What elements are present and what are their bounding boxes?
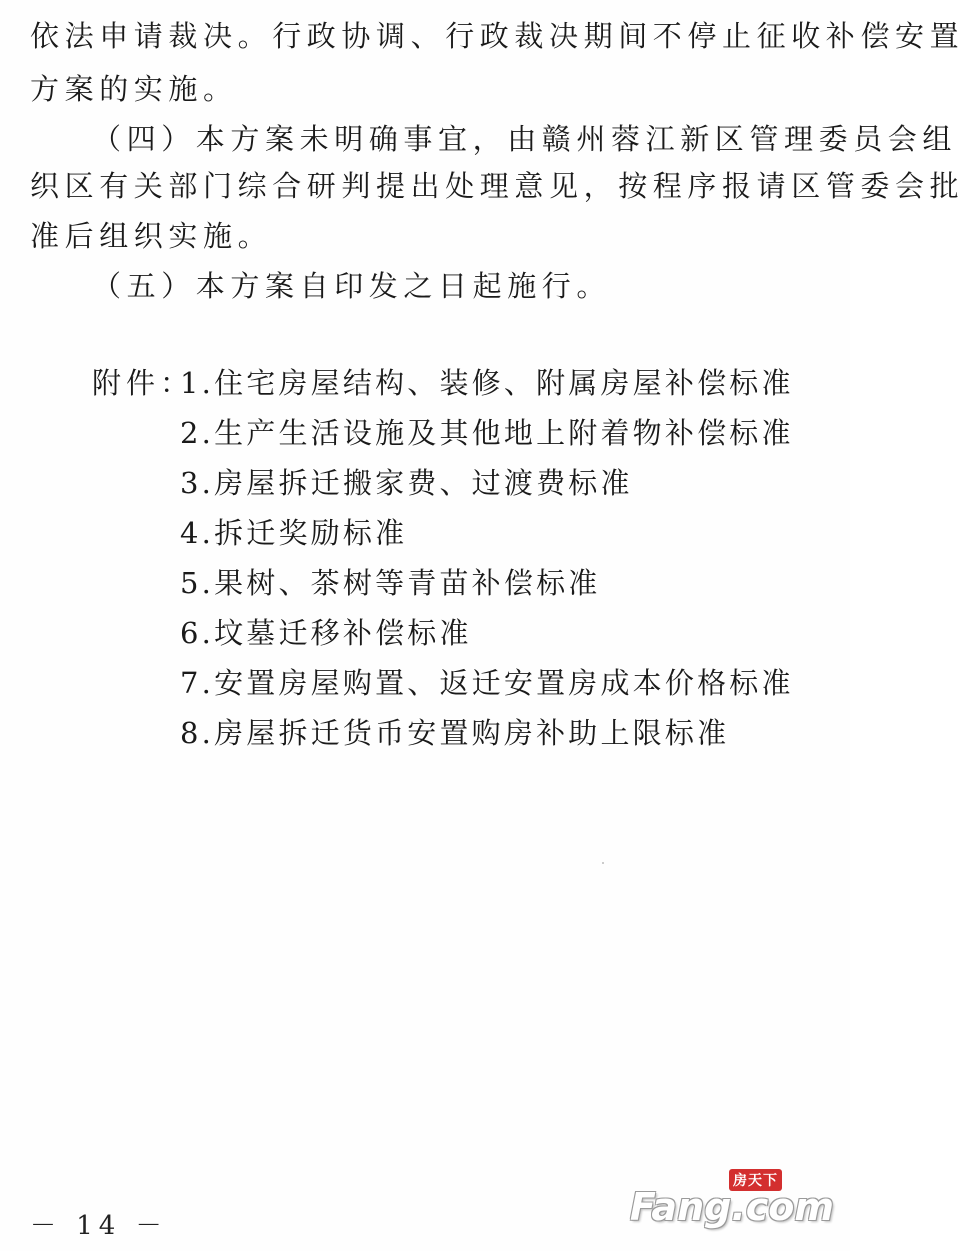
paragraph-line: 准后组织实施。 xyxy=(30,219,273,253)
page-number: － 14 － xyxy=(30,1211,168,1241)
attachment-item: 7.安置房屋购置、返迁安置房成本价格标准 xyxy=(180,666,794,700)
attachment-item: 8.房屋拆迁货币安置购房补助上限标准 xyxy=(180,716,730,750)
attachment-item: 3.房屋拆迁搬家费、过渡费标准 xyxy=(180,466,633,500)
attachment-item: 6.坟墓迁移补偿标准 xyxy=(180,616,472,650)
paragraph-line: 方案的实施。 xyxy=(30,72,238,106)
scan-speck xyxy=(602,862,604,864)
fang-watermark-logo xyxy=(629,1169,834,1237)
attachments-label: 附件： xyxy=(92,366,195,400)
clause-four-line: （四）本方案未明确事宜，由赣州蓉江新区管理委员会组 xyxy=(92,122,958,156)
attachment-item: 5.果树、茶树等青苗补偿标准 xyxy=(180,566,601,600)
attachment-item: 2.生产生活设施及其他地上附着物补偿标准 xyxy=(180,416,794,450)
attachment-item: 1.住宅房屋结构、装修、附属房屋补偿标准 xyxy=(180,366,794,400)
watermark-english: Fang.com xyxy=(629,1185,834,1229)
watermark-chinese: 房天下 xyxy=(729,1169,782,1191)
clause-five-line: （五）本方案自印发之日起施行。 xyxy=(92,269,612,303)
attachment-item: 4.拆迁奖励标准 xyxy=(180,516,408,550)
paragraph-line: 织区有关部门综合研判提出处理意见，按程序报请区管委会批 xyxy=(30,169,964,203)
paragraph-line: 依法申请裁决。行政协调、行政裁决期间不停止征收补偿安置 xyxy=(30,19,964,53)
attachments-list xyxy=(180,358,794,758)
